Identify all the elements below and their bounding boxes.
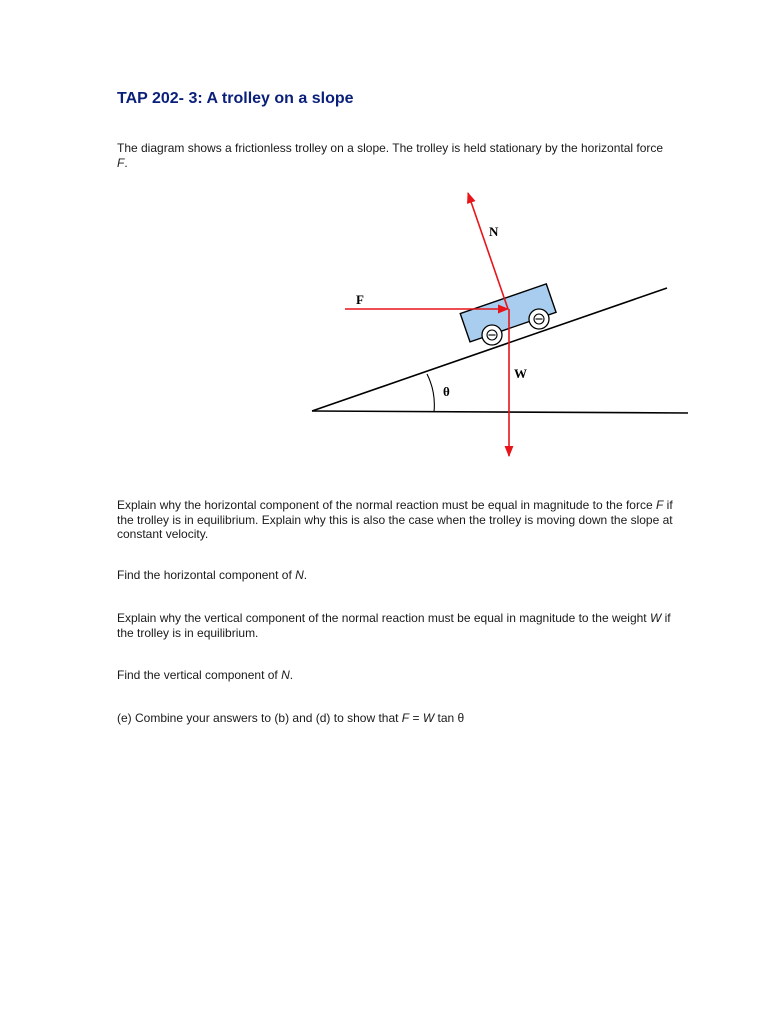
q4-text-a: Find the vertical component of xyxy=(117,668,282,682)
theta-label: θ xyxy=(443,384,450,399)
angle-arc xyxy=(427,374,434,412)
q1-text-b: if the trolley is in equilibrium. Explain why this is also the case when the trolley is moving down the slope at constant velocity. xyxy=(117,498,673,541)
question-3 xyxy=(117,611,677,640)
label-f: F xyxy=(356,292,364,307)
intro-var-f: F xyxy=(117,155,125,170)
q5-text-b: tan θ xyxy=(434,711,465,725)
q1-text-a: Explain why the horizontal component of the normal reaction must be equal in magnitude to the force xyxy=(117,498,656,512)
q2-text-a: Find the horizontal component of xyxy=(117,568,296,582)
intro-text-b: . xyxy=(124,155,128,170)
trolley-wheel-rear xyxy=(529,309,549,329)
intro-text-a: The diagram shows a frictionless trolley on a slope. The trolley is held stationary by the horizontal force xyxy=(117,141,664,155)
q4-var: N xyxy=(281,668,290,682)
force-n-arrow xyxy=(468,193,508,309)
q5-var-f: F xyxy=(401,711,410,725)
question-1 xyxy=(117,498,677,542)
page-title: TAP 202- 3: A trolley on a slope xyxy=(117,90,354,107)
label-w: W xyxy=(514,366,527,381)
q3-var: W xyxy=(649,611,662,625)
q3-text-b: if the trolley is in equilibrium. xyxy=(117,611,671,640)
question-4 xyxy=(117,668,677,683)
q5-text-a: (e) Combine your answers to (b) and (d) to show that xyxy=(117,711,402,725)
q4-text-b: . xyxy=(289,668,294,682)
q3-text-a: Explain why the vertical component of the normal reaction must be equal in magnitude to the weight xyxy=(117,611,650,625)
q2-var: N xyxy=(295,568,304,582)
trolley-wheel-front xyxy=(482,325,502,345)
q2-text-b: . xyxy=(303,568,308,582)
question-5 xyxy=(117,711,677,726)
q1-var: F xyxy=(655,498,664,512)
q5-eq: = xyxy=(409,711,423,725)
label-n: N xyxy=(489,224,499,239)
question-2 xyxy=(117,568,677,583)
q5-var-w: W xyxy=(422,711,435,725)
ground-line xyxy=(312,411,688,413)
